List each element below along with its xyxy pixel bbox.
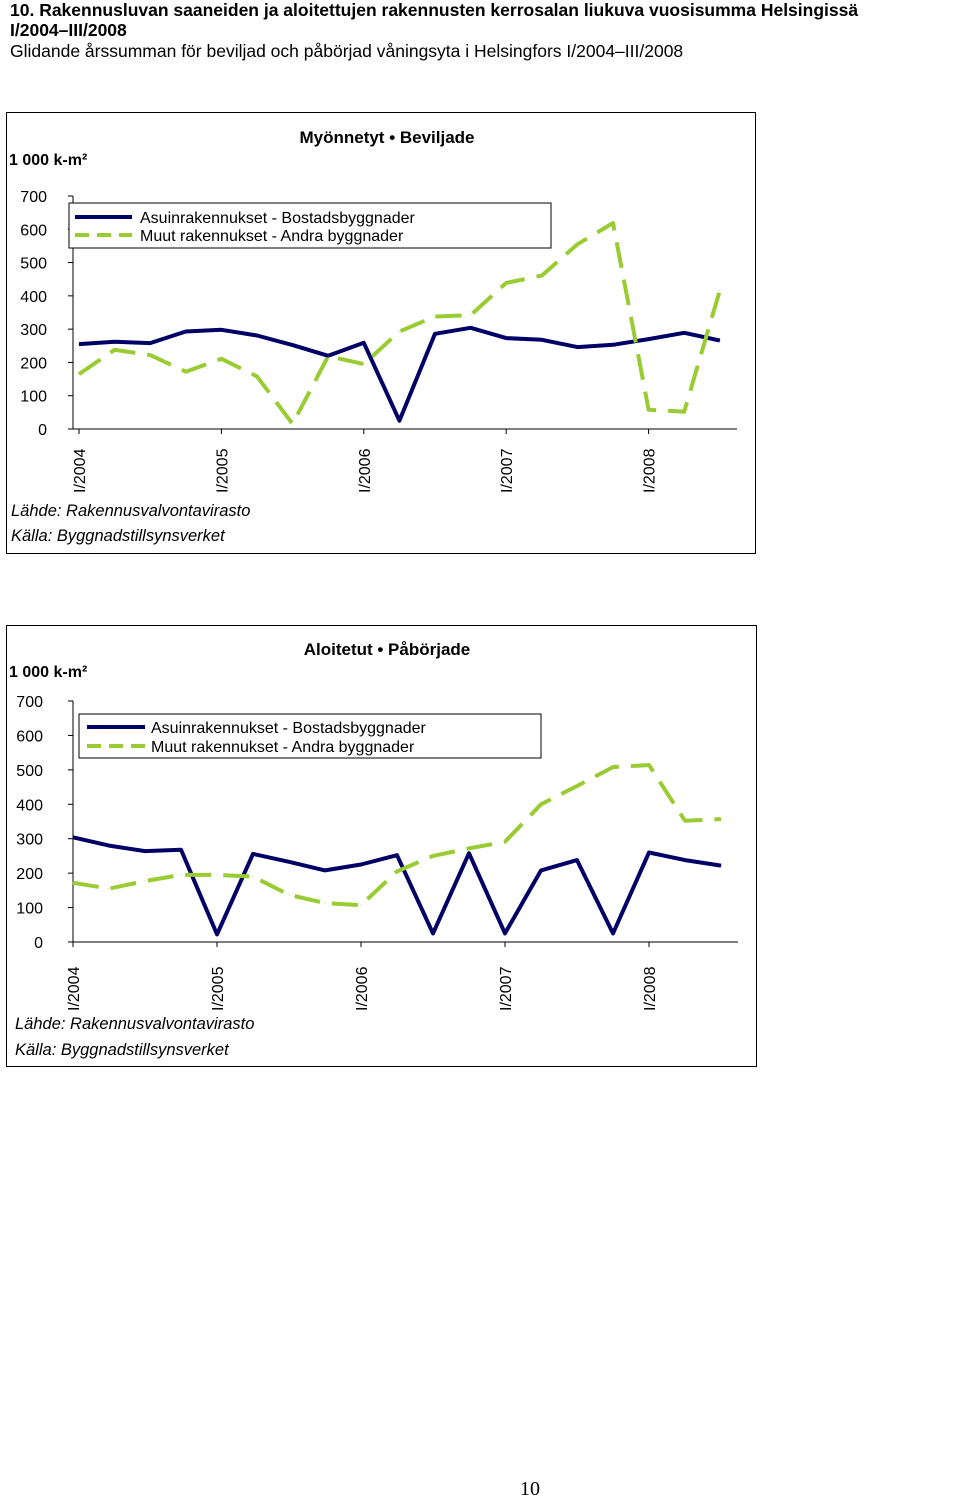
y-tick-label: 500 xyxy=(16,762,43,780)
data-point xyxy=(292,345,293,346)
legend-label-1: Muut rakennukset - Andra byggnader xyxy=(140,228,404,245)
data-point xyxy=(109,845,110,846)
data-point xyxy=(433,855,434,856)
data-point xyxy=(470,327,471,328)
x-tick-label: I/2004 xyxy=(72,448,89,493)
y-axis-label: 1 000 k-m² xyxy=(9,152,88,169)
chart-starts xyxy=(6,625,757,1067)
data-point xyxy=(685,860,686,861)
data-point xyxy=(257,376,258,377)
chart-title: Myönnetyt • Beviljade xyxy=(299,128,475,147)
data-point xyxy=(577,786,578,787)
data-point xyxy=(145,881,146,882)
x-tick-label: I/2005 xyxy=(210,966,227,1011)
series-line-1 xyxy=(73,765,721,905)
data-point xyxy=(363,364,364,365)
data-point xyxy=(217,874,218,875)
data-point xyxy=(257,335,258,336)
data-point xyxy=(73,837,74,838)
data-point xyxy=(217,934,218,935)
data-point xyxy=(506,338,507,339)
series-line-0 xyxy=(73,837,721,934)
data-point xyxy=(289,861,290,862)
y-axis-label: 1 000 k-m² xyxy=(9,664,88,681)
source-sv: Källa: Byggnadstillsynsverket xyxy=(15,1041,229,1059)
data-point xyxy=(181,874,182,875)
data-point xyxy=(649,852,650,853)
data-point xyxy=(150,343,151,344)
data-point xyxy=(181,849,182,850)
heading-line-1: 10. Rakennusluvan saaneiden ja aloitettujen rakennusten kerrosalan liukuva vuosisumma Helsingissä xyxy=(10,0,859,20)
y-tick-label: 300 xyxy=(16,831,43,849)
source-sv: Källa: Byggnadstillsynsverket xyxy=(11,527,225,545)
x-tick-label: I/2008 xyxy=(642,966,659,1011)
series-line-1 xyxy=(79,223,720,424)
legend-label-0: Asuinrakennukset - Bostadsbyggnader xyxy=(140,210,415,227)
y-tick-label: 100 xyxy=(16,900,43,918)
data-point xyxy=(150,355,151,356)
data-point xyxy=(541,339,542,340)
data-point xyxy=(541,804,542,805)
data-point xyxy=(114,341,115,342)
data-point xyxy=(221,358,222,359)
x-tick-label: I/2004 xyxy=(66,966,83,1011)
data-point xyxy=(719,340,720,341)
data-point xyxy=(325,903,326,904)
y-tick-label: 400 xyxy=(20,288,47,306)
y-tick-label: 300 xyxy=(20,322,47,340)
x-tick-label: I/2005 xyxy=(214,448,232,493)
data-point xyxy=(505,841,506,842)
chart-permits xyxy=(6,112,756,554)
data-point xyxy=(505,933,506,934)
data-point xyxy=(613,222,614,223)
y-tick-label: 700 xyxy=(16,694,43,711)
data-point xyxy=(613,933,614,934)
data-point xyxy=(325,870,326,871)
data-point xyxy=(73,882,74,883)
data-point xyxy=(79,374,80,375)
data-point xyxy=(721,865,722,866)
data-point xyxy=(541,870,542,871)
y-tick-label: 500 xyxy=(20,255,47,273)
data-point xyxy=(399,420,400,421)
chart-starts-svg xyxy=(7,626,756,1066)
y-tick-label: 200 xyxy=(20,355,47,373)
x-tick-label: I/2007 xyxy=(499,448,517,493)
data-point xyxy=(684,411,685,412)
data-point xyxy=(649,765,650,766)
y-tick-label: 0 xyxy=(34,935,43,952)
y-tick-label: 400 xyxy=(16,797,43,815)
data-point xyxy=(361,864,362,865)
y-tick-label: 200 xyxy=(16,866,43,884)
data-point xyxy=(435,333,436,334)
data-point xyxy=(613,767,614,768)
data-point xyxy=(433,933,434,934)
data-point xyxy=(253,876,254,877)
data-point xyxy=(435,316,436,317)
data-point xyxy=(399,331,400,332)
data-point xyxy=(289,894,290,895)
data-point xyxy=(719,290,720,291)
heading-line-2: I/2004–III/2008 xyxy=(10,20,127,40)
data-point xyxy=(221,329,222,330)
x-tick-label: I/2006 xyxy=(356,448,374,493)
data-point xyxy=(577,244,578,245)
data-point xyxy=(648,409,649,410)
data-point xyxy=(328,356,329,357)
data-point xyxy=(114,349,115,350)
data-point xyxy=(253,853,254,854)
legend-label-1: Muut rakennukset - Andra byggnader xyxy=(151,739,415,756)
y-tick-label: 600 xyxy=(16,728,43,746)
heading-line-3: Glidande årssumman för beviljad och påbörjad våningsyta i Helsingfors I/2004–III/2008 xyxy=(10,41,684,61)
data-point xyxy=(292,424,293,425)
y-tick-label: 600 xyxy=(20,222,47,240)
data-point xyxy=(613,344,614,345)
data-point xyxy=(577,860,578,861)
data-point xyxy=(363,342,364,343)
x-tick-label: I/2007 xyxy=(498,966,515,1011)
data-point xyxy=(684,332,685,333)
data-point xyxy=(79,344,80,345)
x-tick-label: I/2008 xyxy=(641,448,659,493)
data-point xyxy=(145,851,146,852)
data-point xyxy=(185,331,186,332)
data-point xyxy=(109,888,110,889)
y-tick-label: 0 xyxy=(38,422,47,439)
chart-permits-svg xyxy=(7,113,755,553)
data-point xyxy=(469,848,470,849)
data-point xyxy=(361,905,362,906)
x-tick-label: I/2006 xyxy=(354,966,371,1011)
legend-label-0: Asuinrakennukset - Bostadsbyggnader xyxy=(151,720,426,737)
data-point xyxy=(397,871,398,872)
data-point xyxy=(541,275,542,276)
data-point xyxy=(577,347,578,348)
data-point xyxy=(185,371,186,372)
chart-title: Aloitetut • Påbörjade xyxy=(303,640,471,659)
series-line-0 xyxy=(79,328,720,421)
y-tick-label: 100 xyxy=(20,388,47,406)
data-point xyxy=(470,315,471,316)
data-point xyxy=(685,820,686,821)
source-fi: Lähde: Rakennusvalvontavirasto xyxy=(15,1015,255,1033)
y-tick-label: 700 xyxy=(20,189,47,206)
data-point xyxy=(648,339,649,340)
page-number: 10 xyxy=(520,1478,540,1500)
source-fi: Lähde: Rakennusvalvontavirasto xyxy=(11,502,251,520)
data-point xyxy=(469,853,470,854)
data-point xyxy=(506,282,507,283)
data-point xyxy=(721,819,722,820)
data-point xyxy=(397,855,398,856)
page-heading xyxy=(10,0,955,62)
